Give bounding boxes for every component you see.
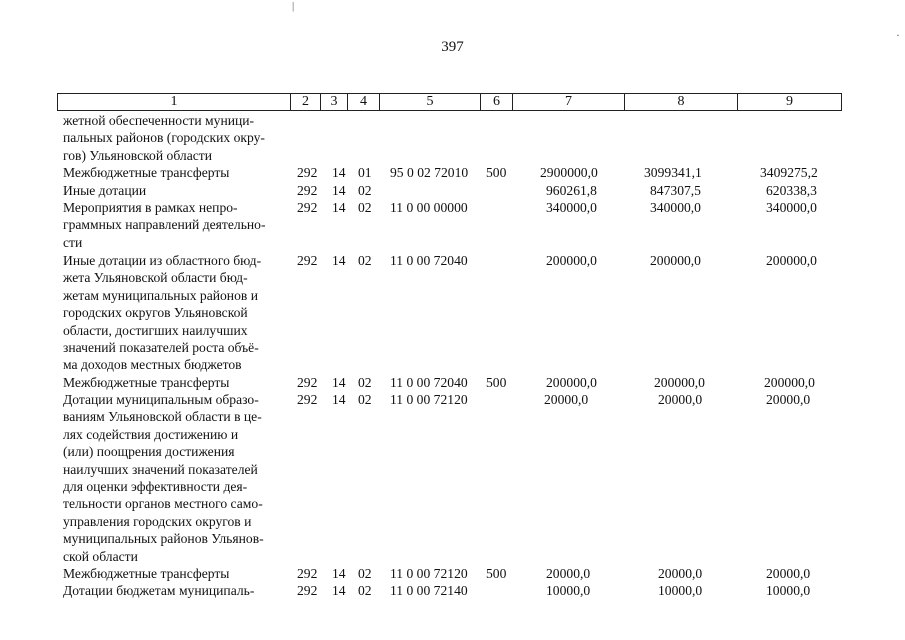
row-col5: 95 0 02 72010: [390, 165, 469, 180]
header-col-5: 5: [380, 94, 481, 110]
row-description: Иные дотации: [63, 183, 147, 198]
row-col5: 11 0 00 72120: [390, 566, 468, 581]
row-col3: 14: [332, 200, 346, 215]
row-col4: 02: [358, 566, 372, 581]
row-col6: 500: [486, 165, 507, 180]
row-col9: 10000,0: [766, 583, 811, 598]
row-description: Межбюджетные трансферты: [63, 165, 230, 180]
row-col7: 20000,0: [544, 392, 589, 407]
row-col3: 14: [332, 375, 346, 390]
row-col2: 292: [297, 583, 318, 598]
row-col8: 200000,0: [650, 253, 701, 268]
row-col8: 20000,0: [658, 392, 703, 407]
row-col2: 292: [297, 200, 318, 215]
row-col2: 292: [297, 392, 318, 407]
row-col9: 340000,0: [766, 200, 817, 215]
header-col-3: 3: [321, 94, 348, 110]
row-col5: 11 0 00 72140: [390, 583, 468, 598]
scan-mark: |: [292, 0, 295, 12]
header-col-1: 1: [58, 94, 291, 110]
row-description: Дотации бюджетам муниципаль-: [63, 583, 255, 598]
row-col2: 292: [297, 375, 318, 390]
page-number: 397: [441, 39, 464, 55]
row-col3: 14: [332, 253, 346, 268]
row-col5: 11 0 00 72120: [390, 392, 468, 407]
row-col3: 14: [332, 392, 346, 407]
row-col2: 292: [297, 566, 318, 581]
row-col2: 292: [297, 183, 318, 198]
row-col4: 01: [358, 165, 372, 180]
row-description: жетной обеспеченности муници- пальных районов (городских окру- гов) Ульяновской области: [63, 113, 265, 163]
row-col5: 11 0 00 00000: [390, 200, 468, 215]
row-col6: 500: [486, 566, 507, 581]
table-header: [57, 93, 842, 111]
row-col7: 10000,0: [546, 583, 591, 598]
row-col9: 3409275,2: [760, 165, 818, 180]
row-description: Дотации муниципальным образо- ваниям Ульяновской области в це- лях содействия достижению и (или) поощрения достижения наилучших значений показателей для оценки эффективности дея- тельности органов местного само- управления городских округов и муниципальных районов Ульянов- ской области: [63, 392, 264, 564]
row-col9: 20000,0: [766, 566, 811, 581]
row-col4: 02: [358, 375, 372, 390]
row-col8: 20000,0: [658, 566, 703, 581]
header-col-8: 8: [625, 94, 738, 110]
header-col-4: 4: [348, 94, 380, 110]
row-col8: 3099341,1: [644, 165, 702, 180]
row-col8: 340000,0: [650, 200, 701, 215]
row-col5: 11 0 00 72040: [390, 253, 468, 268]
header-col-6: 6: [481, 94, 513, 110]
row-col3: 14: [332, 566, 346, 581]
row-col2: 292: [297, 165, 318, 180]
row-col9: 20000,0: [766, 392, 811, 407]
header-col-9: 9: [786, 94, 793, 109]
row-col4: 02: [358, 253, 372, 268]
row-col8: 10000,0: [658, 583, 703, 598]
row-col3: 14: [332, 165, 346, 180]
row-col7: 2900000,0: [540, 165, 598, 180]
row-col4: 02: [358, 183, 372, 198]
row-col5: 11 0 00 72040: [390, 375, 468, 390]
row-description: Межбюджетные трансферты: [63, 375, 230, 390]
row-col7: 20000,0: [546, 566, 591, 581]
row-col7: 200000,0: [546, 375, 597, 390]
row-col9: 200000,0: [766, 253, 817, 268]
row-col8: 847307,5: [650, 183, 701, 198]
row-col7: 960261,8: [546, 183, 597, 198]
row-description: Межбюджетные трансферты: [63, 566, 230, 581]
scan-mark: ·: [896, 28, 900, 42]
row-col8: 200000,0: [654, 375, 705, 390]
row-col9: 200000,0: [764, 375, 815, 390]
row-col4: 02: [358, 583, 372, 598]
row-col7: 200000,0: [546, 253, 597, 268]
row-col7: 340000,0: [546, 200, 597, 215]
header-col-7: 7: [513, 94, 625, 110]
row-col4: 02: [358, 200, 372, 215]
row-col3: 14: [332, 183, 346, 198]
row-col3: 14: [332, 583, 346, 598]
row-col9: 620338,3: [766, 183, 817, 198]
header-col-2: 2: [291, 94, 321, 110]
row-description: Иные дотации из областного бюд- жета Ульяновской области бюд- жетам муниципальных районов и городских округов Ульяновской области, достигших наилучших значений показателей роста объё- ма доходов местных бюджетов: [63, 253, 262, 373]
row-col4: 02: [358, 392, 372, 407]
row-description: Мероприятия в рамках непро- граммных направлений деятельно- сти: [63, 200, 266, 250]
row-col2: 292: [297, 253, 318, 268]
row-col6: 500: [486, 375, 507, 390]
